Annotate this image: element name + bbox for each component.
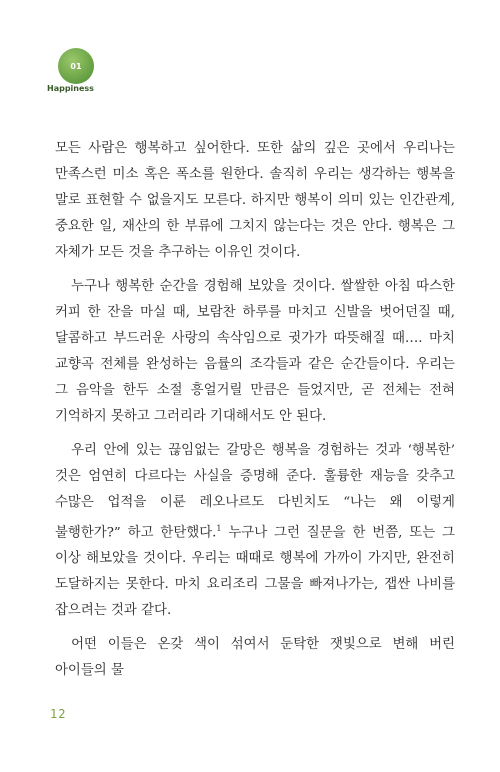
footnote-marker: 1 <box>216 524 222 533</box>
paragraph-4: 어떤 이들은 온갖 색이 섞여서 둔탁한 잿빛으로 변해 버린 아이들의 물 <box>55 637 455 679</box>
body-text <box>55 136 455 692</box>
chapter-number-badge <box>58 48 94 84</box>
paragraph-3-text-after: 누구나 그런 질문을 한 번쯤, 또는 그 이상 해보았을 것이다. 우리는 때때로 행복에 가까이 가지만, 완전히 도달하지는 못한다. 마치 요리조리 그물을 빠져나가는, 잽싼 나비를 잡으려는 것과 같다. <box>55 525 455 619</box>
paragraph-3 <box>55 438 455 624</box>
paragraph-2: 누구나 행복한 순간을 경험해 보았을 것이다. 쌀쌀한 아침 따스한 커피 한 잔을 마실 때, 보람찬 하루를 마치고 신발을 벗어던질 때, 달콤하고 부드러운 사랑의 속삭임으로 귓가가 따뜻해질 때…. 마치 교향곡 전체를 완성하는 음률의 조각들과 같은 순간들이다. 우리는 그 음악을 한두 소절 흥얼거릴 만큼은 들었지만, 곧 전체는 전혀 기억하지 못하고 그러리라 기대해서도 안 된다. <box>55 279 455 424</box>
chapter-label: Happiness <box>47 84 94 93</box>
paragraph-1: 모든 사람은 행복하고 싶어한다. 또한 삶의 깊은 곳에서 우리나는 만족스런 미소 혹은 폭소를 원한다. 솔직히 우리는 생각하는 행복을 말로 표현할 수 없을지도 모른다. 하지만 행복이 의미 있는 인간관계, 중요한 일, 재산의 한 부류에 그치지 않는다는 것은 안다. 행복은 그 자체가 모든 것을 추구하는 이유인 것이다. <box>55 141 455 260</box>
page-number: 12 <box>50 707 67 721</box>
chapter-number: 01 <box>70 61 82 71</box>
paragraph-3-text-before: 우리 안에 있는 끊임없는 갈망은 행복을 경험하는 것과 ‘행복한’ 것은 엄연히 다르다는 사실을 증명해 준다. 훌륭한 재능을 갖추고 수많은 업적을 이룬 레오나르도 다빈치도 “나는 왜 이렇게 불행한가?” 하고 한탄했다. <box>55 443 455 541</box>
